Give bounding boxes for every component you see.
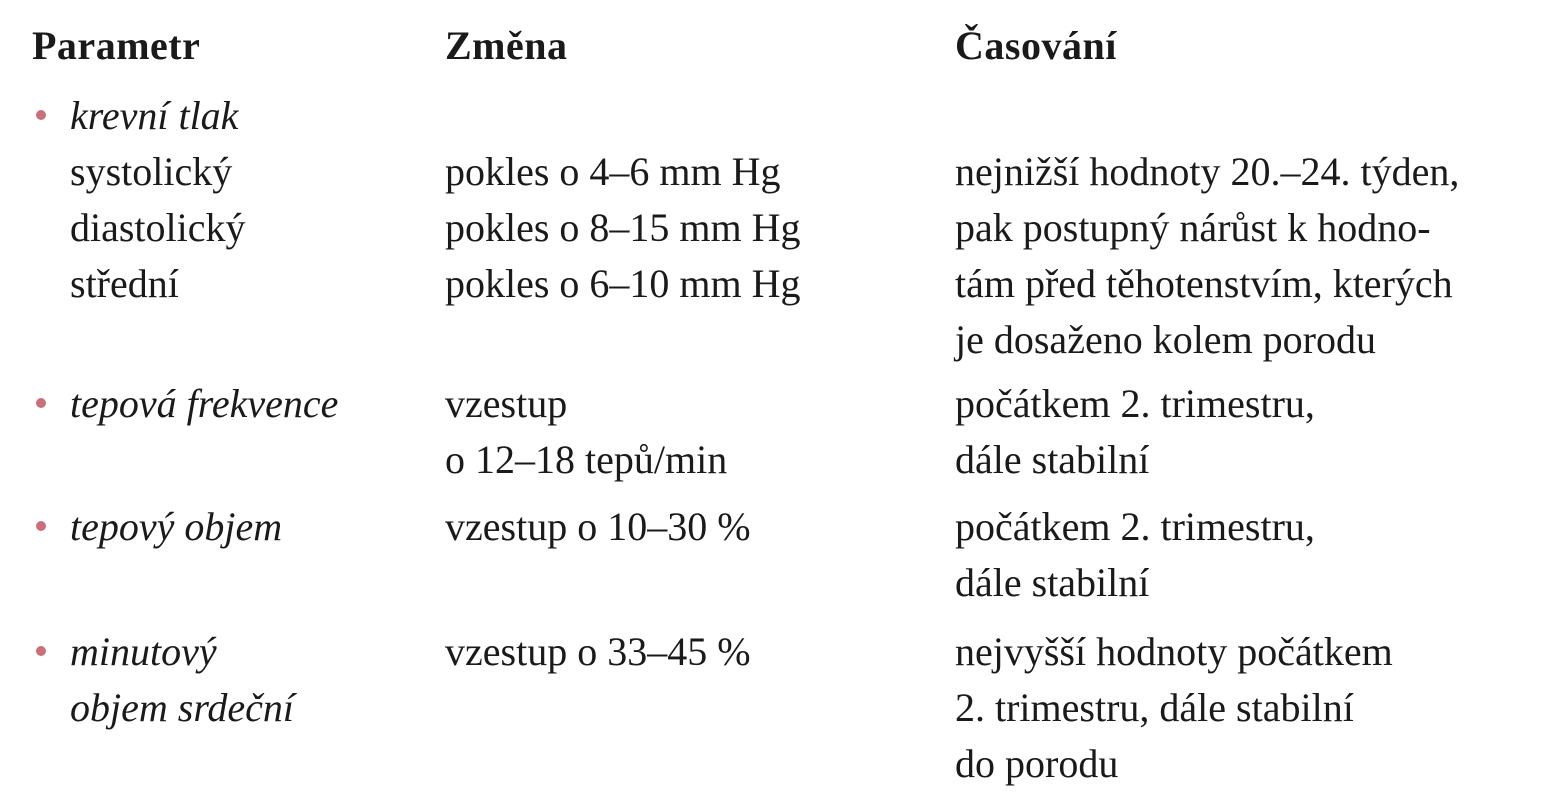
row-cardiac-output-parameter bbox=[70, 624, 294, 736]
subparam-mean: střední bbox=[70, 261, 179, 306]
parameter-line: objem srdeční bbox=[70, 685, 295, 730]
bullet-icon bbox=[36, 398, 46, 408]
change-line: o 12–18 tepů/min bbox=[445, 437, 728, 482]
bullet-icon bbox=[36, 521, 46, 531]
change-line: vzestup o 10–30 % bbox=[445, 504, 751, 549]
row-heart-rate-parameter bbox=[70, 376, 338, 432]
header-parameter: Parametr bbox=[32, 23, 201, 68]
timing-line: dále stabilní bbox=[955, 560, 1150, 605]
timing-line: dále stabilní bbox=[955, 437, 1150, 482]
header-timing: Časování bbox=[955, 23, 1117, 68]
subparam-systolic: systolický bbox=[70, 149, 233, 194]
row-cardiac-output-timing bbox=[955, 624, 1393, 792]
timing-line: nejnižší hodnoty 20.–24. týden, bbox=[955, 149, 1460, 194]
change-line: pokles o 8–15 mm Hg bbox=[445, 205, 801, 250]
change-line: pokles o 4–6 mm Hg bbox=[445, 149, 781, 194]
row-blood-pressure-timing bbox=[955, 144, 1459, 368]
row-stroke-volume-change bbox=[445, 499, 751, 555]
row-heart-rate-change bbox=[445, 376, 727, 488]
parameter-line: tepová frekvence bbox=[70, 381, 339, 426]
subparam-diastolic: diastolický bbox=[70, 205, 246, 250]
timing-line: 2. trimestru, dále stabilní bbox=[955, 685, 1354, 730]
row-heart-rate-timing bbox=[955, 376, 1315, 488]
row-stroke-volume-timing bbox=[955, 499, 1315, 611]
change-line: vzestup bbox=[445, 381, 568, 426]
row-blood-pressure-subparams bbox=[70, 144, 246, 312]
timing-line: pak postupný nárůst k hodno- bbox=[955, 205, 1431, 250]
row-stroke-volume-parameter bbox=[70, 499, 282, 555]
timing-line: počátkem 2. trimestru, bbox=[955, 504, 1315, 549]
row-blood-pressure-parameter bbox=[70, 88, 238, 144]
parameter-line: tepový objem bbox=[70, 504, 283, 549]
parameter-line: minutový bbox=[70, 629, 217, 674]
bullet-icon bbox=[36, 646, 46, 656]
timing-line: nejvyšší hodnoty počátkem bbox=[955, 629, 1393, 674]
timing-line: počátkem 2. trimestru, bbox=[955, 381, 1315, 426]
change-line: pokles o 6–10 mm Hg bbox=[445, 261, 801, 306]
parameter-line: krevní tlak bbox=[70, 93, 239, 138]
change-line: vzestup o 33–45 % bbox=[445, 629, 751, 674]
timing-line: tám před těhotenstvím, kterých bbox=[955, 261, 1453, 306]
timing-line: je dosaženo kolem porodu bbox=[955, 317, 1376, 362]
bullet-icon bbox=[36, 110, 46, 120]
row-cardiac-output-change bbox=[445, 624, 751, 680]
header-change: Změna bbox=[445, 23, 568, 68]
row-blood-pressure-change bbox=[445, 144, 801, 312]
timing-line: do porodu bbox=[955, 741, 1119, 786]
